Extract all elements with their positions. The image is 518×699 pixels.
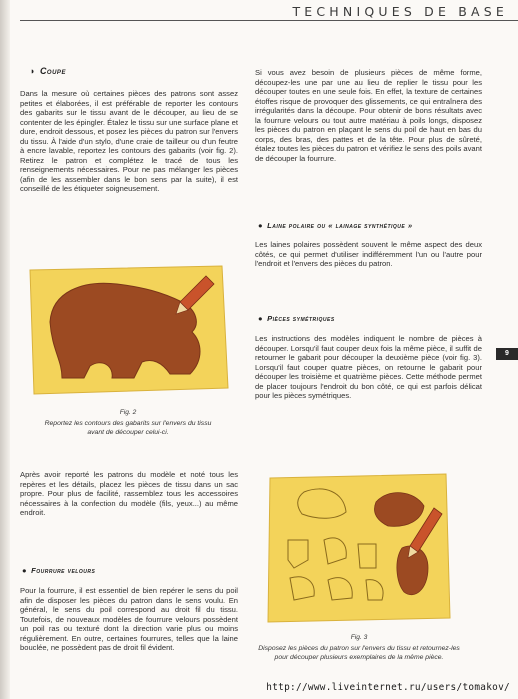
- heading-bullet-icon: ●: [258, 221, 264, 230]
- heading-bullet-icon: ◗: [30, 66, 36, 76]
- text-pieces-symetriques: Les instructions des modèles indiquent le nombre de pièces à découper. Lorsqu'il faut couper deux fois la même pièce, il suffit de retourner le gabarit pour découper la deuxième pièce (voir fig. 3). Lorsqu'il faut couper quatre pièces, on retourne le gabarit pour découper les troisième et quatrième pièces. Cette méthode permet de placer toujours l'endroit du bon côté, ce qui est parfois délicat pour les pièces symétriques.: [255, 334, 482, 400]
- page-header-title: TECHNIQUES DE BASE: [292, 4, 508, 19]
- text-fourrure-velours: Pour la fourrure, il est essentiel de bien repérer le sens du poil afin de disposer les pièces du patron dans le sens voulu. En général, le sens du poil correspond au droit fil du tissu. Toutefois, de nouveaux modèles de fourrure velours possèdent un poil ras ou texturé dont la direction varie plus ou moins régulièrement. En outre, certaines fourrures, telles que la laine bouclée, ne possèdent pas de droit fil évident.: [20, 586, 238, 652]
- heading-bullet-icon: ●: [22, 566, 28, 575]
- book-spine-shadow: [0, 0, 10, 699]
- fig3-caption: Disposez les pièces du patron sur l'envers du tissu et retournez-les pour découper plusieurs exemplaires de la même pièce.: [258, 645, 460, 661]
- fig3-illustration: [264, 472, 454, 624]
- fig2-caption: Reportez les contours des gabarits sur l'envers du tissu avant de découper celui-ci.: [44, 420, 212, 436]
- footer-url-watermark: http://www.liveinternet.ru/users/tomakov/: [266, 682, 510, 693]
- text-coupe: Dans la mesure où certaines pièces des patrons sont assez petites et élaborées, il est préférable de reporter les contours des gabarits sur le tissu avant de le découper, au lieu de se contenter de les épingler. Étalez le tissu sur une surface plane et dure, endroit dessous, et posez les pièces du patron sur l'envers du tissu. À l'aide d'un stylo, d'une craie de tailleur ou d'un feutre à encre lavable, reportez les contours des gabarits (voir fig. 2). Retirez le patron et complétez le tracé de tous les renseignements nécessaires. Pour ne pas mélanger les pièces (afin de les assembler dans le bon sens par la suite), il est conseillé de les étiqueter soigneusement.: [20, 89, 238, 193]
- fig3-label: Fig. 3: [350, 634, 368, 641]
- heading-bullet-icon: ●: [258, 314, 264, 323]
- heading-fourrure-velours: ● Fourrure velours: [22, 566, 96, 575]
- heading-laine-polaire: ● Laine polaire ou « lainage synthétique »: [258, 221, 413, 230]
- header-rule: [20, 20, 518, 21]
- text-left-middle: Après avoir reporté les patrons du modèle et noté tous les repères et les détails, placez les pièces de tissu dans un sac propre. Pour plus de facilité, rassemblez tous les accessoires nécessaires à la confection du modèle (fils, yeux...) au même endroit.: [20, 470, 238, 517]
- heading-pieces-symetriques: ● Pièces symétriques: [258, 314, 335, 323]
- heading-coupe: ◗ Coupe: [30, 66, 66, 76]
- fig2-label: Fig. 2: [119, 409, 137, 416]
- page-number-tab: 9: [496, 348, 518, 360]
- text-laine-polaire: Les laines polaires possèdent souvent le même aspect des deux côtés, ce qui permet d'utiliser indifféremment l'un ou l'autre pour l'endroit et l'envers des pièces du patron.: [255, 240, 482, 268]
- text-right-top: Si vous avez besoin de plusieurs pièces de même forme, découpez-les une par une au lieu de replier le tissu pour les découper toutes en une seule fois. En effet, la texture de certaines étoffes risque de provoquer des glissements, ce qui entraînera des irrégularités dans la découpe. Pour obtenir de bons résultats avec la fourrure velours ou tout autre matériau à poils longs, disposez les pièces du patron en plaçant le sens du poil de haut en bas du corps, des bras, des pattes et de la tête. Pour plus de sûreté, étalez toutes les pièces du patron et vérifiez le sens des poils avant de découper la fourrure.: [255, 68, 482, 163]
- fig2-illustration: [22, 262, 234, 396]
